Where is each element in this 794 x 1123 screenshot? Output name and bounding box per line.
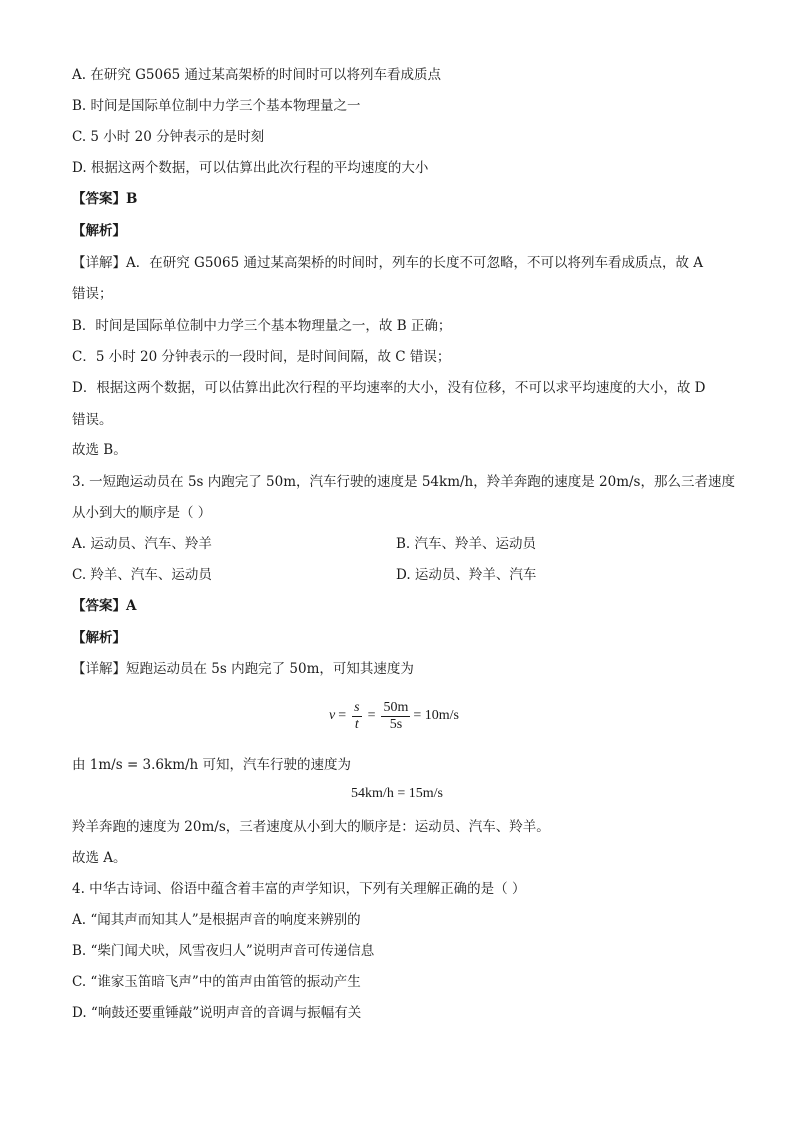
eq-fraction-s-over-t (352, 700, 361, 733)
eq-equals-1: = (338, 708, 347, 723)
q3-option-c: C. 羚羊、汽车、运动员 (72, 567, 212, 583)
q3-conclusion: 故选 A。 (72, 850, 127, 866)
q3-stem-line-1: 3. 一短跑运动员在 5s 内跑完了 50m，汽车行驶的速度是 54km/h，羚羊奔跑的速度是 20m/s，那么三者速度 (72, 474, 735, 490)
q2-answer: 【答案】B (72, 191, 138, 207)
q2-detail-line-1: 【详解】A．在研究 G5065 通过某高架桥的时间时，列车的长度不可忽略，不可以将列车看成质点，故 A (72, 255, 704, 271)
q4-option-a: A. “闻其声而知其人”是根据声音的响度来辨别的 (72, 912, 361, 928)
eq-equals-2: = (367, 708, 376, 723)
eq-t: t (354, 716, 359, 732)
q4-option-d: D. “响鼓还要重锤敲”说明声音的音调与振幅有关 (72, 1005, 362, 1021)
q2-option-c: C. 5 小时 20 分钟表示的是时刻 (72, 129, 265, 145)
q3-analysis-label: 【解析】 (72, 630, 126, 646)
q2-detail-line-3: B．时间是国际单位制中力学三个基本物理量之一，故 B 正确； (72, 318, 452, 334)
q2-detail-line-2: 错误； (72, 286, 113, 302)
q4-option-b: B. “柴门闻犬吠，风雪夜归人”说明声音可传递信息 (72, 943, 375, 959)
q2-option-b: B. 时间是国际单位制中力学三个基本物理量之一 (72, 98, 361, 114)
eq-result: = 10m/s (413, 708, 459, 723)
eq-denominator: 5s (389, 716, 403, 732)
q3-stem-line-2: 从小到大的顺序是（ ） (72, 505, 212, 521)
q2-detail-line-5: D．根据这两个数据，可以估算出此次行程的平均速率的大小，没有位移，不可以求平均速度的大小，故 D (72, 380, 706, 396)
q4-option-c: C. “谁家玉笛暗飞声”中的笛声由笛管的振动产生 (72, 974, 361, 990)
eq-fraction-values (381, 700, 410, 733)
q3-detail-line-3: 羚羊奔跑的速度为 20m/s，三者速度从小到大的顺序是：运动员、汽车、羚羊。 (72, 819, 550, 835)
q3-detail-line-1: 【详解】短跑运动员在 5s 内跑完了 50m，可知其速度为 (72, 661, 414, 677)
q3-car-speed-equation: 54km/h = 15m/s (351, 786, 443, 801)
q2-analysis-label: 【解析】 (72, 223, 126, 239)
q2-conclusion: 故选 B。 (72, 442, 127, 458)
q2-detail-line-6: 错误。 (72, 412, 113, 428)
q2-option-a: A. 在研究 G5065 通过某高架桥的时间时可以将列车看成质点 (72, 67, 442, 83)
eq-numerator: 50m (383, 699, 409, 715)
q2-option-d: D. 根据这两个数据，可以估算出此次行程的平均速度的大小 (72, 160, 429, 176)
q3-answer: 【答案】A (72, 598, 137, 614)
q3-option-a: A. 运动员、汽车、羚羊 (72, 536, 212, 552)
q3-option-d: D. 运动员、羚羊、汽车 (396, 567, 537, 583)
q4-stem: 4. 中华古诗词、俗语中蕴含着丰富的声学知识，下列有关理解正确的是（ ） (72, 881, 526, 897)
q3-speed-equation (329, 696, 459, 736)
q3-option-b: B. 汽车、羚羊、运动员 (396, 536, 537, 552)
q3-detail-line-2: 由 1m/s = 3.6km/h 可知，汽车行驶的速度为 (72, 757, 352, 773)
q2-detail-line-4: C．5 小时 20 分钟表示的一段时间，是时间间隔，故 C 错误； (72, 349, 451, 365)
eq-s: s (354, 699, 360, 715)
eq-v: v (329, 708, 336, 723)
